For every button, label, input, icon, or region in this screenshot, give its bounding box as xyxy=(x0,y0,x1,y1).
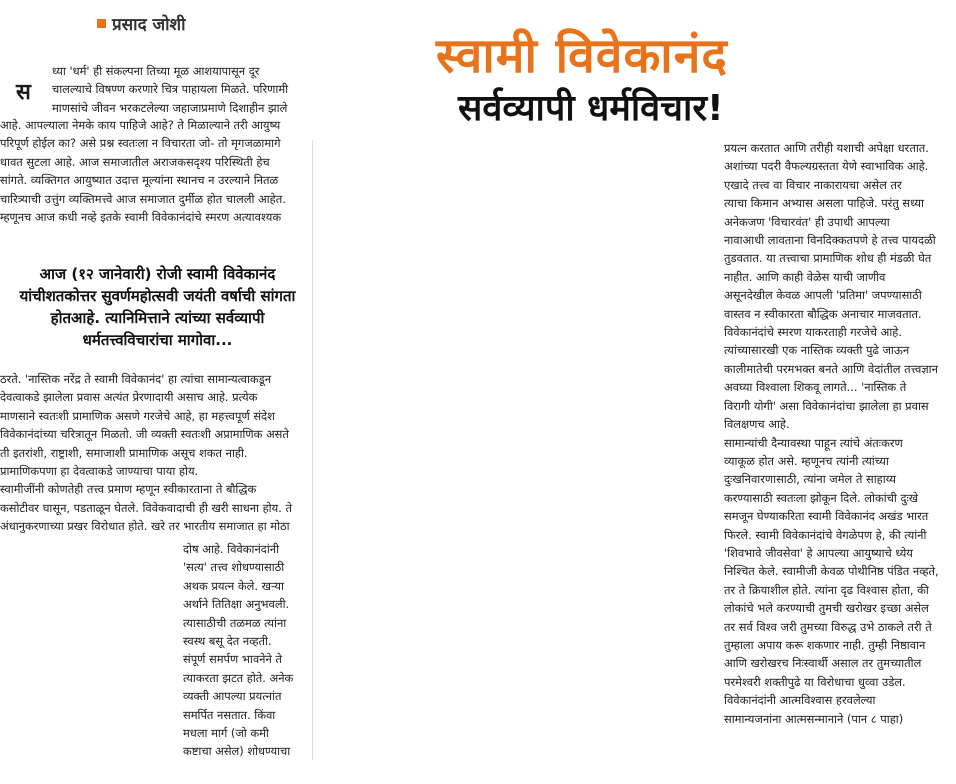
text-line: अवघ्या विश्वाला शिकवू लागते... 'नास्तिक ते xyxy=(724,380,907,395)
intro-paragraph xyxy=(52,62,305,117)
text-line: आहे. त्यानिमित्ताने त्यांच्या सर्वव्यापी धर्मतत्त्व xyxy=(71,309,265,349)
text-line: अनेकजण 'विचारवंत' ही उपाधी आपल्या xyxy=(724,214,890,229)
text-line: सामान्यांची दैन्यावस्था पाहून त्यांचे अंतःकरण xyxy=(724,435,903,450)
text-line: व्याकूळ होत असे. म्हणूनच त्यांनी त्यांच्या xyxy=(724,453,889,468)
text-line: निश्चित केले. स्वामीजी केवळ पोथीनिष्ठ पंडित नव्हते, xyxy=(724,564,939,579)
text-line: चारित्र्याची उत्तुंग व्यक्तिमत्त्वे आज समाजात दुर्मीळ होत चालली आहेत. xyxy=(0,191,286,206)
text-line: संपूर्ण समर्पण भावनेने ते xyxy=(183,652,282,667)
text-line: फिरले. स्वामी विवेकानंदांचे वेगळेपण हे, की त्यांनी xyxy=(724,527,927,542)
text-line: व्यक्ती आपल्या प्रयत्नांत xyxy=(183,689,282,704)
text-line: विरागी योगी' असा विवेकानंदांचा झालेला हा प्रवास xyxy=(724,398,929,413)
text-line: तर सर्व विश्व जरी तुमच्या विरुद्ध उभे ठाकले तरी ते xyxy=(724,619,932,634)
text-line: अशांच्या पदरी वैफल्यग्रस्तता येणे स्वाभाविक आहे. xyxy=(724,159,929,174)
text-line: कसोटीवर घासून, पडताळून घेतले. विवेकवादाची ही खरी साधना होय. ते xyxy=(0,500,292,515)
text-line: विवेकानंदांनी आत्मविश्वास हरवलेल्या xyxy=(724,693,876,708)
text-line: परमेश्वरी शक्तीपुढे या विरोधाचा धुव्वा उडेल. xyxy=(724,674,906,689)
text-line: लोकांचे भले करण्याची तुमची खरोखर इच्छा असेल xyxy=(724,601,929,616)
text-line: आहे. आपल्याला नेमके काय पाहिजे आहे? ते मिळाल्याने तरी आयुष्य xyxy=(0,118,281,132)
text-line: विवेकानंदांच्या चरित्रातून मिळतो. जी व्यक्ती स्वतःशी अप्रामाणिक असते xyxy=(0,427,289,442)
text-line: त्याचा किमान अभ्यास असला पाहिजे. परंतु सध्या xyxy=(724,196,924,211)
text-line: ती इतरांशी, राष्ट्राशी, समाजाशी प्रामाणिक असूच शकत नाही. xyxy=(0,445,248,460)
intro-continued-paragraph xyxy=(0,116,305,226)
text-line: स्वामीजींनी कोणतेही तत्त्व प्रमाण म्हणून स्वीकारताना ते बौद्धिक xyxy=(0,482,257,497)
text-line: विलक्षणच आहे. xyxy=(724,417,790,432)
bullet-square-icon xyxy=(97,19,106,28)
text-line: प्रामाणिकपणा हा देवत्वाकडे जाण्याचा पाया होय. xyxy=(0,464,199,479)
body-column-right xyxy=(724,139,946,728)
headline-sub: सर्वव्यापी धर्मविचार! xyxy=(458,88,724,129)
text-line: धावत सुटला आहे. आज समाजातील अराजकसदृश्य परिस्थिती हेच xyxy=(0,154,270,169)
column-divider xyxy=(312,140,313,760)
text-line: माणसाने स्वतःशी प्रामाणिक असणे गरजेचे आहे, हा महत्त्वपूर्ण संदेश xyxy=(0,408,275,423)
text-line: नावाआधी लावताना विनदिक्कतपणे हे तत्त्व पायदळी xyxy=(724,233,936,248)
byline xyxy=(97,12,186,35)
text-line: असूनदेखील केवळ आपली 'प्रतिमा' जपण्यासाठी xyxy=(724,288,922,303)
text-line: 'सत्य' तत्त्व शोधण्यासाठी xyxy=(183,560,285,575)
text-line: त्यांच्यासारखी एक नास्तिक व्यक्ती पुढे जाऊन xyxy=(724,343,910,358)
text-line: म्हणूनच आज कधी नव्हे इतके स्वामी विवेकानंदांचे स्मरण अत्यावश्यक xyxy=(0,210,282,225)
text-line: 'शिवभावे जीवसेवा' हे आपल्या आयुष्याचे ध्येय xyxy=(724,545,913,560)
text-line: चालल्याचे विषण्ण करणारे चित्र पाहायला मिळते. परिणामी xyxy=(52,82,289,97)
text-line: दोष आहे. विवेकानंदांनी xyxy=(183,542,280,556)
text-line: अर्थाने तितिक्षा अनुभवली. xyxy=(183,597,290,612)
text-line: ध्या 'धर्म' ही संकल्पना तिच्या मूळ आशयापासून दूर xyxy=(52,64,260,78)
text-line: दुःखनिवारणासाठी, त्यांना जमेल ते साहाय्य xyxy=(724,472,896,487)
text-line: मधला मार्ग (जो कमी xyxy=(183,726,269,741)
text-line: विचारांचा मागोवा... xyxy=(123,331,233,349)
text-line: कष्टाचा असेल) शोधण्याचा xyxy=(183,744,291,759)
text-line: तर ते क्रियाशील होते. त्यांना दृढ विश्वास होता, की xyxy=(724,582,929,597)
text-line: विवेकानंदांचे स्मरण याकरताही गरजेचे आहे. xyxy=(724,325,902,340)
text-line: प्रयत्न करतात आणि तरीही यशाची अपेक्षा धरतात. xyxy=(724,141,929,155)
text-line: करण्यासाठी स्वतःला झोकून दिले. लोकांची दुःखे xyxy=(724,490,919,505)
text-line: समर्पित नसतात. किंवा xyxy=(183,707,276,722)
headline-main: स्वामी विवेकानंद xyxy=(436,28,728,84)
text-line: परिपूर्ण होईल का? असे प्रश्न स्वतःला न विचारता जो- तो मृगजळामागे xyxy=(0,136,281,151)
text-line: सांगते. व्यक्तिगत आयुष्यात उदात्त मूल्यांना स्थानच न उरल्याने नितळ xyxy=(0,173,279,188)
text-line: माणसांचे जीवन भरकटलेल्या जहाजाप्रमाणे दिशाहीन झाले xyxy=(52,100,288,115)
text-line: शतकोत्तर सुवर्णमहोत्सवी जयंती वर्षाची सांगता होत xyxy=(45,287,296,327)
text-line: त्याकरता झटत होते. अनेक xyxy=(183,670,294,685)
drop-cap: स xyxy=(16,80,31,105)
text-line: तुम्हाला अपाय करू शकणार नाही. तुम्ही निष्ठावान xyxy=(724,637,926,652)
body-column-1 xyxy=(0,370,306,536)
deck-summary xyxy=(10,263,305,351)
text-line: आज (१२ जानेवारी) रोजी स्वामी विवेकानंद यांची xyxy=(19,265,276,305)
text-line: कालीमातेची परमभक्त बनते आणि वेदांतील तत्त्वज्ञान xyxy=(724,361,938,376)
text-line: समजून घेण्याकरिता स्वामी विवेकानंद अखंड भारत xyxy=(724,509,929,524)
text-line: नाहीत. आणि काही वेळेस याची जाणीव xyxy=(724,269,886,284)
text-line: अंधानुकरणाच्या प्रखर विरोधात होते. खरे तर भारतीय समाजात हा मोठा xyxy=(0,519,290,534)
text-line: एखादे तत्त्व वा विचार नाकारायचा असेल तर xyxy=(724,177,902,192)
text-line: वास्तव न स्वीकारता बौद्धिक अनाचार माजवतात. xyxy=(724,306,922,321)
text-line: तुडवतात. या तत्त्वाचा प्रामाणिक शोध ही मंडळी घेत xyxy=(724,251,932,266)
text-line: ठरते. 'नास्तिक नरेंद्र ते स्वामी विवेकानंद' हा त्यांचा सामान्यत्वाकडून xyxy=(0,372,272,386)
text-line: स्वस्थ बसू देत नव्हती. xyxy=(183,634,272,649)
author-name: प्रसाद जोशी xyxy=(112,15,186,35)
text-line: आणि खरोखरच निःस्वार्थी असाल तर तुमच्यातील xyxy=(724,656,922,671)
text-line: सामान्यजनांना आत्मसन्मानाने (पान ८ पाहा) xyxy=(724,711,904,726)
body-column-2 xyxy=(183,540,305,761)
text-line: अथक प्रयत्न केले. खऱ्या xyxy=(183,578,284,593)
text-line: देवत्वाकडे झालेला प्रवास अत्यंत प्रेरणादायी असाच आहे. प्रत्येक xyxy=(0,390,258,405)
text-line: त्यासाठीची तळमळ त्यांना xyxy=(183,615,287,630)
